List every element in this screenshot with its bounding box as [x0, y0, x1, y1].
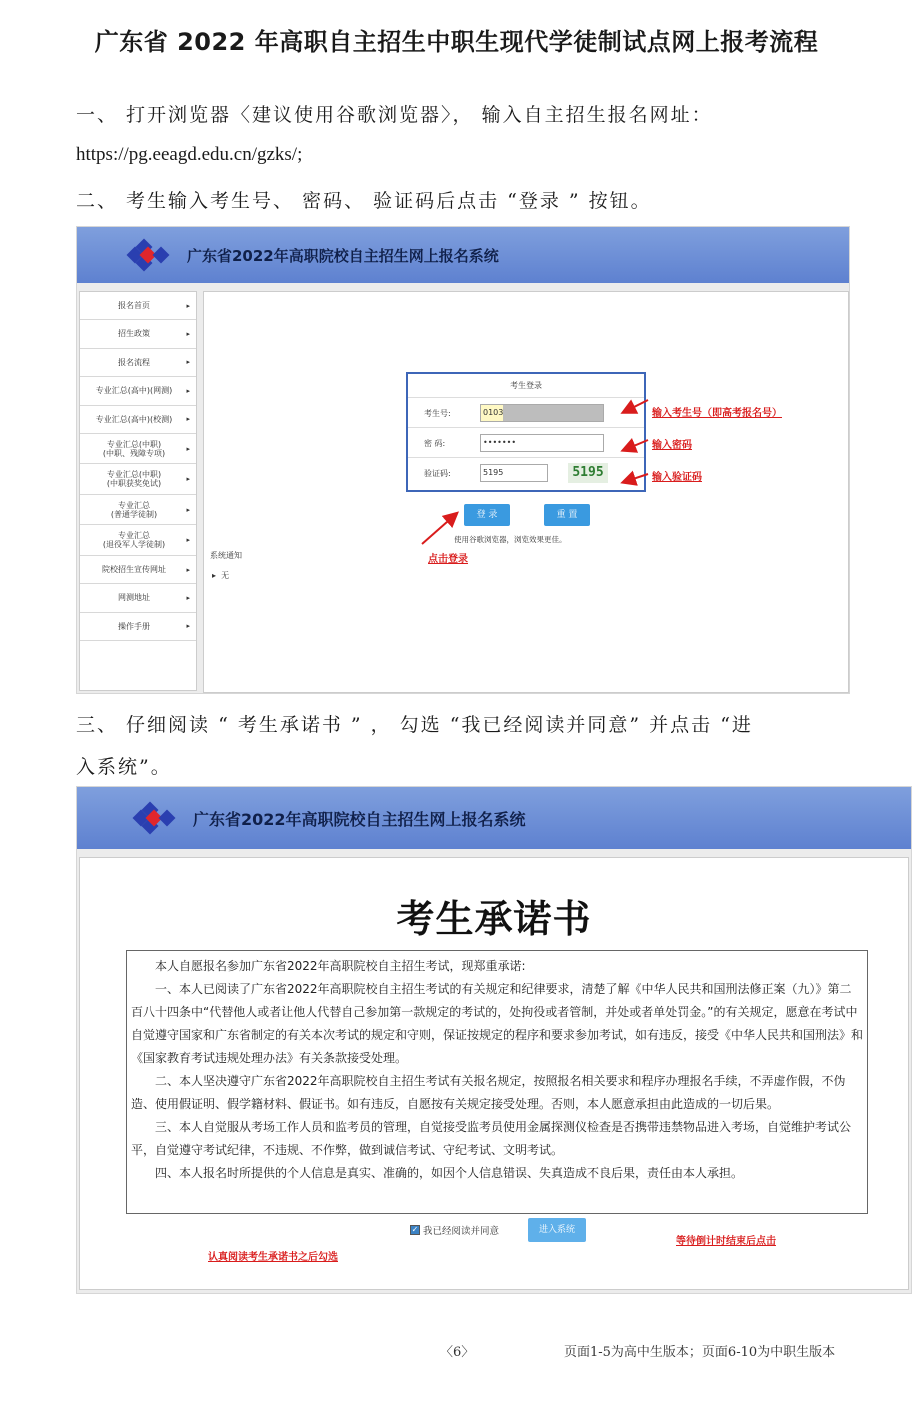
captcha-label: 验证码: [424, 469, 451, 478]
enter-system-button[interactable]: 进入系统 [528, 1218, 586, 1242]
sidebar-item-home[interactable] [80, 292, 196, 320]
pledge-clause-3: 三、本人自觉服从考场工作人员和监考员的管理，自觉接受监考员使用金属探测仪检查是否携带违禁物品进入考场，自觉维护考试公平，自觉遵守考试纪律，不违规、不作弊，做到诚信考试、守纪考试、文明考试。 [131, 1120, 852, 1157]
exam-id-input[interactable]: 0103 [480, 404, 604, 422]
browser-tip: 使用谷歌浏览器，浏览效果更佳。 [454, 535, 567, 544]
step1-text: 一、 打开浏览器〈建议使用谷歌浏览器〉， 输入自主招生报名网址： [76, 104, 713, 126]
chevron-right-icon: ▸ [186, 301, 190, 310]
chevron-right-icon: ▸ [186, 594, 190, 603]
captcha-input[interactable]: 5195 [480, 464, 548, 482]
sidebar-item-label: 专业汇总(中职) (中职、残障专项) [102, 439, 166, 458]
chevron-right-icon: ▸ [186, 622, 190, 631]
sidebar-item-label: 专业汇总 (普通学徒制) [110, 500, 158, 519]
sidebar-item-label: 专业汇总(高中)(网测) [95, 386, 173, 396]
page-number: 〈6〉 [440, 1345, 475, 1360]
pledge-screenshot [76, 786, 912, 1294]
annotation-countdown: 等待倒计时结束后点击 [676, 1236, 776, 1247]
system-logo-icon [129, 240, 169, 270]
pledge-panel [79, 857, 909, 1290]
chevron-right-icon: ▸ [186, 358, 190, 367]
sidebar-item-majors-hs-online[interactable] [80, 377, 196, 405]
sidebar-item-majors-apprentice[interactable] [80, 495, 196, 526]
chevron-right-icon: ▸ [186, 386, 190, 395]
chevron-right-icon: ▸ [186, 505, 190, 514]
agree-label: 我已经阅读并同意 [423, 1226, 500, 1237]
step3-text-line2: 入系统”。 [76, 756, 172, 778]
exam-id-label: 考生号: [424, 409, 451, 418]
sidebar-item-label: 专业汇总(高中)(校测) [95, 414, 173, 424]
sidebar-item-label: 院校招生宣传网址 [102, 565, 166, 575]
sidebar-item-process[interactable] [80, 349, 196, 377]
chevron-right-icon: ▸ [186, 536, 190, 545]
notice-title: 系统通知 [210, 551, 242, 560]
sidebar-item-label: 操作手册 [118, 621, 150, 631]
annotation-password: 输入密码 [652, 440, 692, 451]
sidebar-item-policy[interactable] [80, 320, 196, 348]
sidebar-item-majors-hs-campus[interactable] [80, 406, 196, 434]
step3-text-line1: 三、 仔细阅读 “ 考生承诺书 ” ， 勾选 “我已经阅读并同意” 并点击 “进 [76, 714, 753, 736]
sidebar-item-online-test[interactable] [80, 584, 196, 612]
login-screenshot [76, 226, 850, 694]
system-title: 广东省2022年高职院校自主招生网上报名系统 [187, 246, 499, 265]
sidebar-item-label: 专业汇总(中职) (中职获奖免试) [106, 470, 162, 489]
sidebar-item-label: 报名首页 [118, 301, 150, 311]
captcha-image[interactable]: 5195 [568, 463, 608, 483]
pledge-clause-4: 四、本人报名时所提供的个人信息是真实、准确的，如因个人信息错误、失真造成不良后果，责任由本人承担。 [155, 1166, 744, 1180]
step1-url: https://pg.eeagd.edu.cn/gzks/; [76, 144, 303, 165]
footer-note: 页面1-5为高中生版本；页面6-10为中职生版本 [564, 1345, 836, 1360]
password-input[interactable]: ••••••• [480, 434, 604, 452]
chevron-right-icon: ▸ [186, 475, 190, 484]
step2-text: 二、 考生输入考生号、 密码、 验证码后点击 “登录 ” 按钮。 [76, 190, 652, 212]
system-logo-icon [135, 803, 175, 833]
chevron-right-icon: ▸ [186, 444, 190, 453]
password-label: 密 码: [424, 439, 446, 448]
chevron-right-icon: ▸ [186, 565, 190, 574]
sidebar-item-majors-vs-disabled[interactable] [80, 434, 196, 465]
annotation-login: 点击登录 [428, 554, 468, 565]
sidebar-item-label: 报名流程 [118, 357, 150, 367]
annotation-arrows [204, 292, 850, 694]
pledge-text-box[interactable] [126, 950, 868, 1214]
annotation-exam-id: 输入考生号（即高考报名号） [652, 408, 782, 419]
notice-item: ▸ 无 [212, 571, 230, 580]
sidebar-item-majors-veteran[interactable] [80, 525, 196, 556]
annotation-agree: 认真阅读考生承诺书之后勾选 [208, 1252, 338, 1263]
sidebar-item-majors-vs-award[interactable] [80, 464, 196, 495]
bullet-icon: ▸ [212, 571, 217, 580]
sidebar-item-label: 网测地址 [118, 593, 150, 603]
pledge-clause-1: 一、本人已阅读了广东省2022年高职院校自主招生考试的有关规定和纪律要求，清楚了解《中华人民共和国刑法修正案（九）》第二百八十四条中“代替他人或者让他人代替自己参加第一款规定的考试的，处拘役或者管制，并处或者单处罚金。”的有关规定，愿意在考试中自觉遵守国家和广东省制定的有关本次考试的规定和守则，保证按规定的程序和要求参加考试，如有违反，接受《中华人民共和国刑法》和《国家教育考试违规处理办法》有关条款接受处理。 [131, 982, 864, 1065]
login-button[interactable]: 登 录 [464, 504, 510, 526]
main-panel [203, 291, 849, 693]
agree-checkbox-row[interactable] [410, 1223, 499, 1237]
agree-checkbox[interactable]: ✓ [411, 1225, 419, 1234]
sidebar-item-label: 招生政策 [118, 329, 150, 339]
pledge-intro: 本人自愿报名参加广东省2022年高职院校自主招生考试，现郑重承诺: [155, 959, 526, 973]
document-title: 广东省 2022 年高职自主招生中职生现代学徒制试点网上报考流程 [94, 28, 819, 56]
annotation-captcha: 输入验证码 [652, 472, 702, 483]
login-box-title: 考生登录 [408, 374, 644, 398]
sidebar-nav [79, 291, 197, 691]
pledge-title: 考生承诺书 [396, 897, 592, 941]
sidebar-item-college-sites[interactable] [80, 556, 196, 584]
chevron-right-icon: ▸ [186, 415, 190, 424]
system-header [77, 787, 911, 849]
pledge-clause-2: 二、本人坚决遵守广东省2022年高职院校自主招生考试有关报名规定，按照报名相关要求和程序办理报名手续，不弄虚作假，不伪造、使用假证明、假学籍材料、假证书。如有违反，自愿按有关规定接受处理。否则，本人愿意承担由此造成的一切后果。 [131, 1074, 846, 1111]
sidebar-item-manual[interactable] [80, 613, 196, 641]
system-header [77, 227, 849, 283]
sidebar-item-label: 专业汇总 (退役军人学徒制) [102, 531, 166, 550]
chevron-right-icon: ▸ [186, 330, 190, 339]
system-title: 广东省2022年高职院校自主招生网上报名系统 [193, 809, 526, 829]
reset-button[interactable]: 重 置 [544, 504, 590, 526]
